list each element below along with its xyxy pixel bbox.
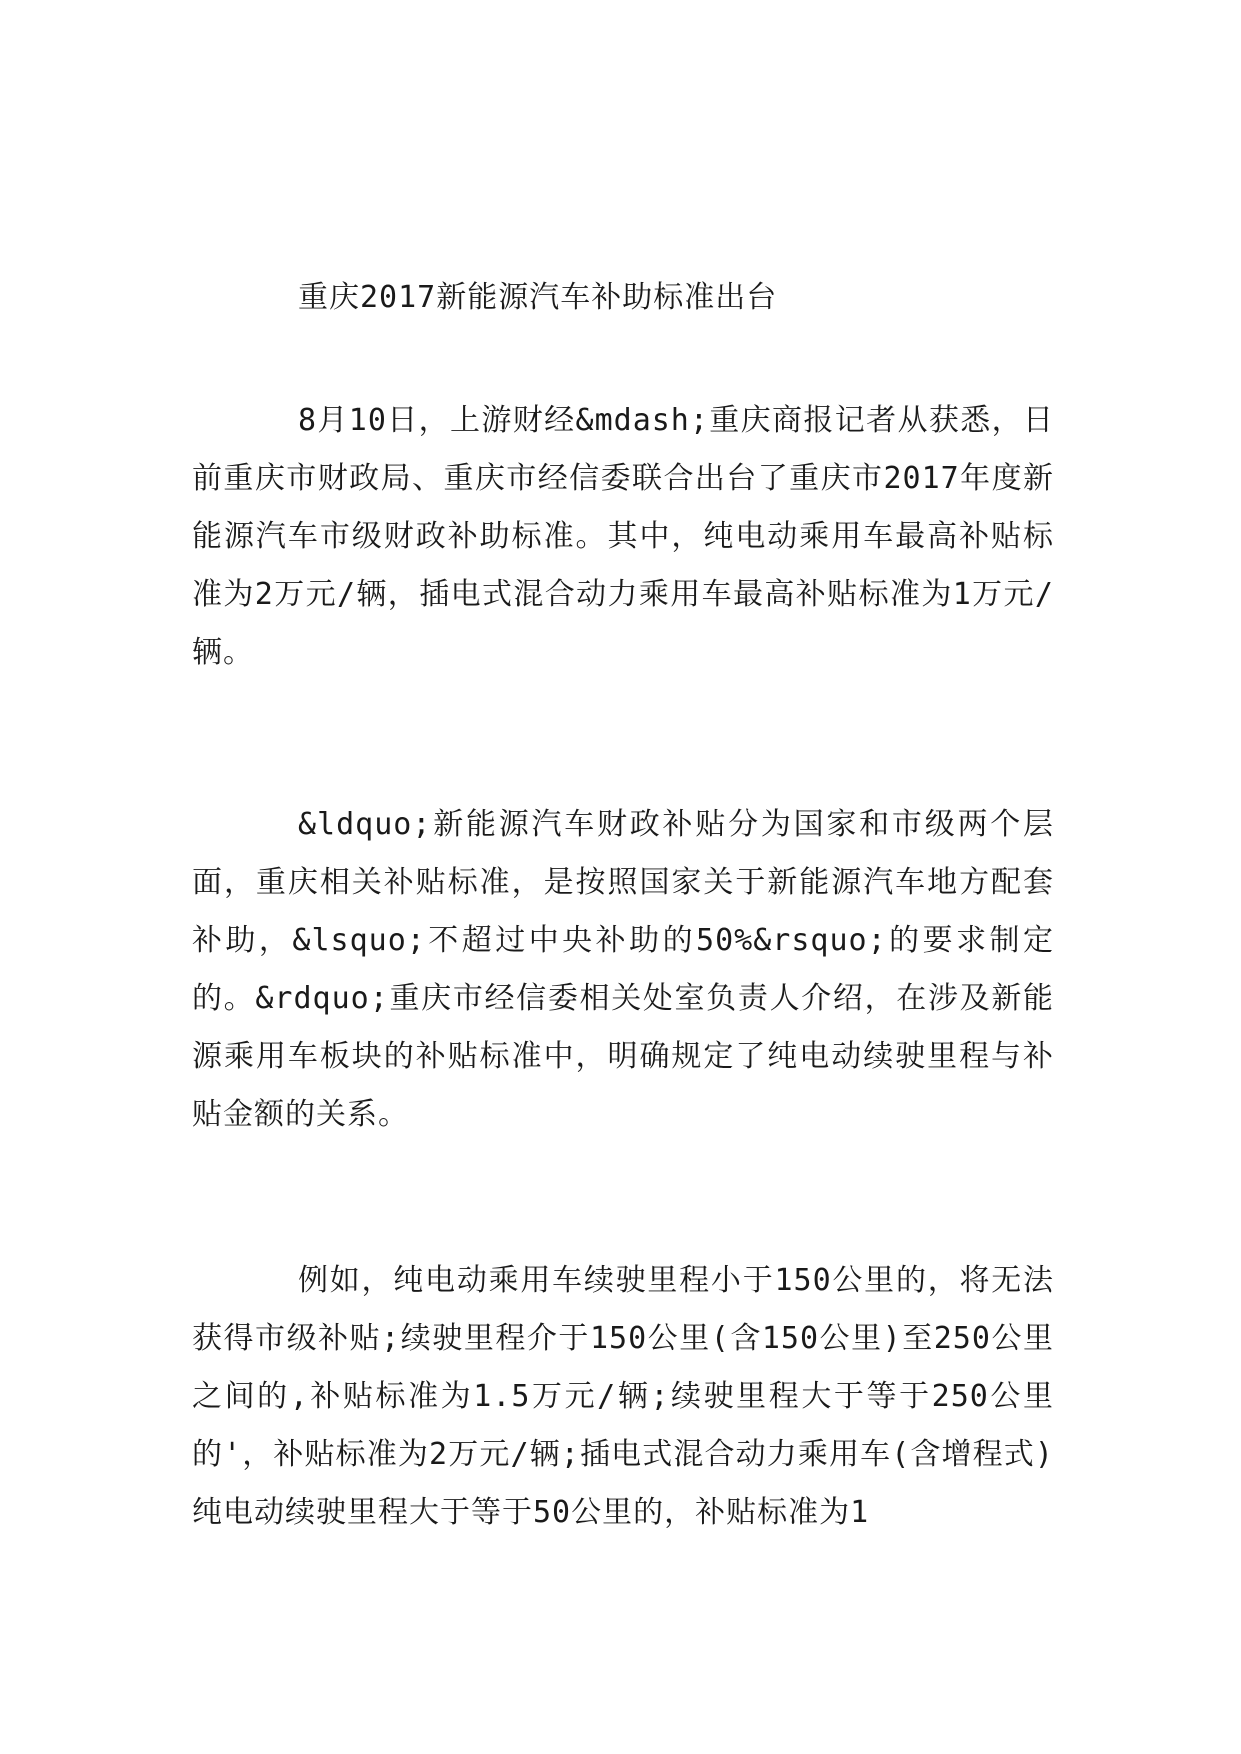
paragraph-3: 例如，纯电动乘用车续驶里程小于150公里的，将无法获得市级补贴;续驶里程介于150公里(含150公里)至250公里之间的,补贴标准为1.5万元/辆;续驶里程大于等于250公里的'，补贴标准为2万元/辆;插电式混合动力乘用车(含增程式)纯电动续驶里程大于等于50公里的，补贴标准为1 (192, 1263, 1054, 1530)
document-title: 重庆2017新能源汽车补助标准出台 (298, 280, 778, 315)
paragraph-2: &ldquo;新能源汽车财政补贴分为国家和市级两个层面，重庆相关补贴标准，是按照国家关于新能源汽车地方配套补助，&lsquo;不超过中央补助的50%&rsquo;的要求制定的。&rdquo;重庆市经信委相关处室负责人介绍，在涉及新能源乘用车板块的补贴标准中，明确规定了纯电动续驶里程与补贴金额的关系。 (192, 807, 1054, 1132)
paragraph-1: 8月10日，上游财经&mdash;重庆商报记者从获悉，日前重庆市财政局、重庆市经信委联合出台了重庆市2017年度新能源汽车市级财政补助标准。其中，纯电动乘用车最高补贴标准为2万元/辆，插电式混合动力乘用车最高补贴标准为1万元/辆。 (192, 403, 1054, 670)
